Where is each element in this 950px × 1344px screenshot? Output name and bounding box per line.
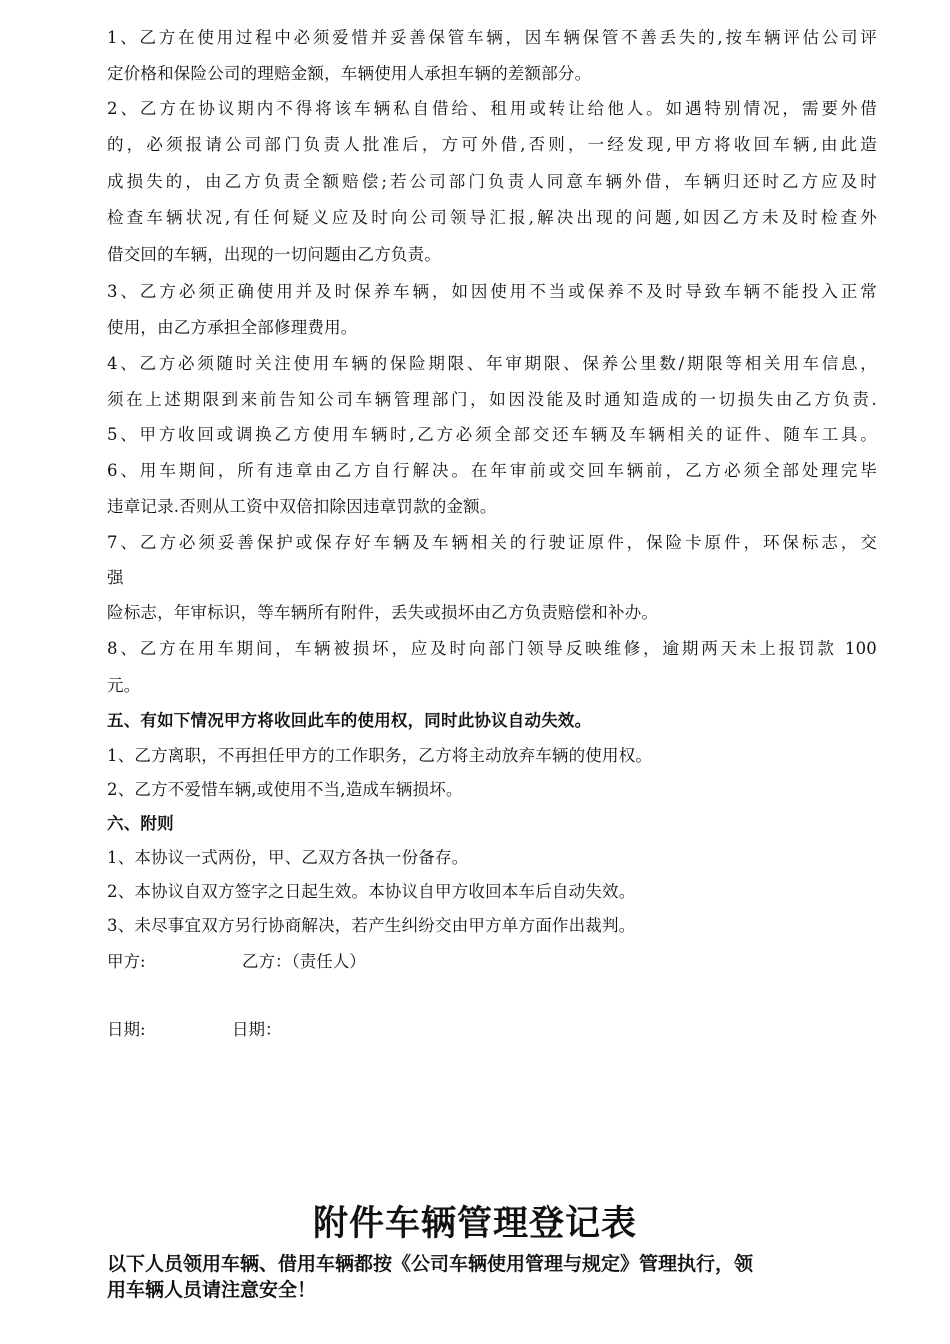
clause-8-line-2: 元。 bbox=[107, 676, 141, 695]
annex-title: 附件车辆管理登记表 bbox=[312, 1204, 637, 1244]
party-a-label: 甲方: bbox=[107, 952, 146, 971]
section-6-item-3: 3、未尽事宜双方另行协商解决，若产生纠纷交由甲方单方面作出裁判。 bbox=[107, 916, 636, 935]
clause-2-line-5: 借交回的车辆，出现的一切问题由乙方负责。 bbox=[107, 245, 441, 264]
clause-2-line-2: 的，必须报请公司部门负责人批准后，方可外借,否则，一经发现,甲方将收回车辆,由此造 bbox=[107, 135, 877, 154]
clause-7-line-3: 险标志，年审标识，等车辆所有附件，丢失或损坏由乙方负责赔偿和补办。 bbox=[107, 603, 659, 622]
clause-8-line-1: 8、乙方在用车期间，车辆被损坏，应及时向部门领导反映维修，逾期两天未上报罚款 100 bbox=[107, 639, 877, 658]
section-5-item-1: 1、乙方离职，不再担任甲方的工作职务，乙方将主动放弃车辆的使用权。 bbox=[107, 746, 653, 765]
clause-4-line-2: 须在上述期限到来前告知公司车辆管理部门，如因没能及时通知造成的一切损失由乙方负责. bbox=[107, 390, 877, 409]
annex-notice-line-2: 用车辆人员请注意安全！ bbox=[107, 1279, 317, 1301]
annex-notice-line-1: 以下人员领用车辆、借用车辆都按《公司车辆使用管理与规定》管理执行，领 bbox=[107, 1253, 754, 1275]
section-6-item-1: 1、本协议一式两份，甲、乙双方各执一份备存。 bbox=[107, 848, 469, 867]
section-5-heading: 五、有如下情况甲方将收回此车的使用权，同时此协议自动失效。 bbox=[107, 711, 592, 730]
clause-3-line-1: 3、乙方必须正确使用并及时保养车辆，如因使用不当或保养不及时导致车辆不能投入正常 bbox=[107, 282, 877, 301]
clause-1-line-2: 定价格和保险公司的理赔金额，车辆使用人承担车辆的差额部分。 bbox=[107, 64, 592, 83]
clause-7-line-1: 7、乙方必须妥善保护或保存好车辆及车辆相关的行驶证原件，保险卡原件，环保标志，交 bbox=[107, 533, 877, 552]
party-b-label: 乙方：（责任人） bbox=[242, 952, 366, 971]
party-a-date-label: 日期: bbox=[107, 1020, 146, 1039]
clause-2-line-4: 检查车辆状况,有任何疑义应及时向公司领导汇报,解决出现的问题,如因乙方未及时检查外 bbox=[107, 208, 877, 227]
clause-2-line-1: 2、乙方在协议期内不得将该车辆私自借给、租用或转让给他人。如遇特别情况，需要外借 bbox=[107, 99, 877, 118]
clause-3-line-2: 使用，由乙方承担全部修理费用。 bbox=[107, 318, 358, 337]
clause-1-line-1: 1、乙方在使用过程中必须爱惜并妥善保管车辆，因车辆保管不善丢失的,按车辆评估公司评 bbox=[107, 28, 877, 47]
party-b-date-label: 日期： bbox=[232, 1020, 282, 1039]
clause-5-line-1: 5、甲方收回或调换乙方使用车辆时,乙方必须全部交还车辆及车辆相关的证件、随车工具。 bbox=[107, 425, 877, 444]
section-6-heading: 六、附则 bbox=[107, 814, 174, 833]
clause-6-line-1: 6、用车期间，所有违章由乙方自行解决。在年审前或交回车辆前，乙方必须全部处理完毕 bbox=[107, 461, 877, 480]
section-6-item-2: 2、本协议自双方签字之日起生效。本协议自甲方收回本车后自动失效。 bbox=[107, 882, 636, 901]
clause-6-line-2: 违章记录.否则从工资中双倍扣除因违章罚款的金额。 bbox=[107, 497, 497, 516]
clause-2-line-3: 成损失的，由乙方负责全额赔偿;若公司部门负责人同意车辆外借，车辆归还时乙方应及时 bbox=[107, 172, 877, 191]
clause-7-line-2: 强 bbox=[107, 568, 124, 587]
clause-4-line-1: 4、乙方必须随时关注使用车辆的保险期限、年审期限、保养公里数/期限等相关用车信息， bbox=[107, 354, 877, 373]
section-5-item-2: 2、乙方不爱惜车辆,或使用不当,造成车辆损坏。 bbox=[107, 780, 463, 799]
